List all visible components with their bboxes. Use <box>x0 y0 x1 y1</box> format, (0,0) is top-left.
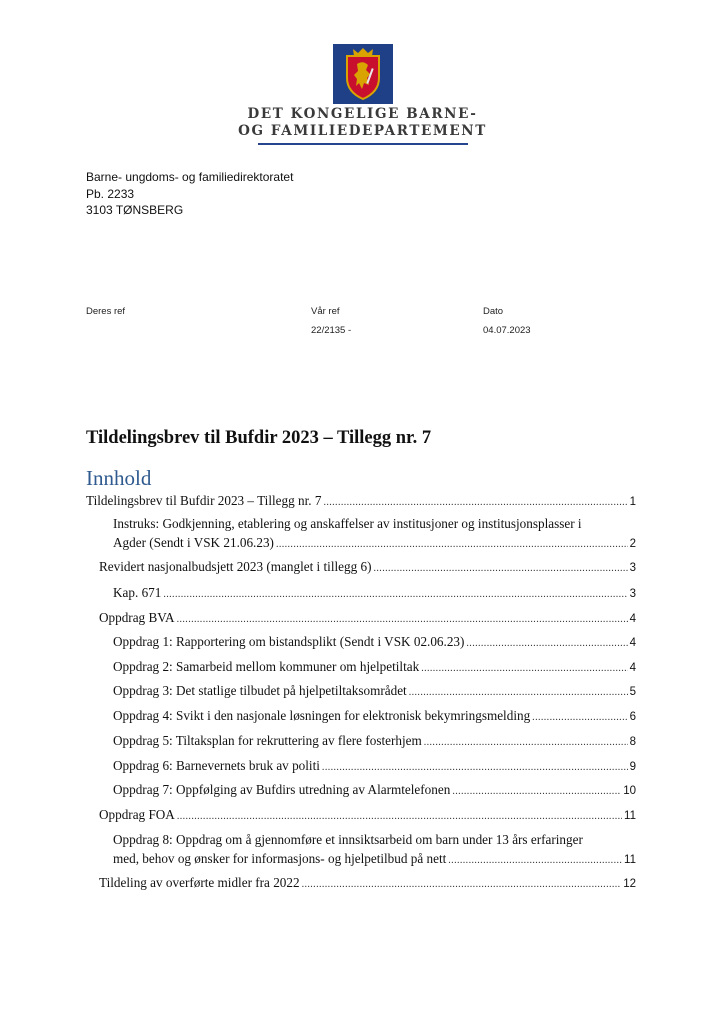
toc-entry[interactable] <box>113 681 636 703</box>
toc-entry-label: Oppdrag 7: Oppfølging av Bufdirs utredning av Alarmtelefonen <box>113 782 451 797</box>
toc-entry[interactable] <box>86 491 636 513</box>
toc-entry[interactable] <box>99 608 636 630</box>
toc-page-number: 4 <box>629 662 636 674</box>
toc-leader <box>421 657 627 679</box>
ministry-name-line-1: DET KONGELIGE BARNE- <box>247 106 478 122</box>
toc-page-number: 10 <box>623 785 636 797</box>
deres-ref-label: Deres ref <box>86 306 126 317</box>
toc-leader <box>452 780 621 802</box>
toc-entry-label: Revidert nasjonalbudsjett 2023 (manglet i tillegg 6) <box>99 559 372 574</box>
toc-entry-label-line1[interactable]: Instruks: Godkjenning, etablering og anskaffelser av institusjoner og institusjonsplasser i <box>113 516 582 531</box>
toc-entry[interactable] <box>113 657 636 679</box>
toc-entry-label: Oppdrag 3: Det statlige tilbudet på hjelpetiltaksområdet <box>113 683 407 698</box>
toc-entry-label: Oppdrag 1: Rapportering om bistandsplikt (Sendt i VSK 02.06.23) <box>113 634 465 649</box>
toc-page-number: 1 <box>629 496 636 508</box>
ministry-logo <box>0 44 725 145</box>
toc-leader <box>466 632 627 654</box>
toc-entry[interactable] <box>99 557 636 579</box>
var-ref-label: Vår ref <box>311 306 340 317</box>
toc-entry-label-line2: med, behov og ønsker for informasjons- og hjelpetilbud på nett <box>113 851 447 866</box>
deres-ref <box>86 306 125 317</box>
toc-page-number: 5 <box>629 686 636 698</box>
toc-entry[interactable] <box>113 583 636 605</box>
toc-entry-label: Oppdrag 2: Samarbeid mellom kommuner om hjelpetiltak <box>113 659 420 674</box>
toc-leader <box>302 873 622 895</box>
date-ref <box>483 306 531 336</box>
var-ref <box>311 306 351 336</box>
toc-entry[interactable] <box>99 873 636 895</box>
ministry-name-line-2: OG FAMILIEDEPARTEMENT <box>238 123 487 139</box>
toc-leader <box>374 557 628 579</box>
toc-page-number: 3 <box>629 562 636 574</box>
toc-leader <box>322 756 628 778</box>
toc-entry[interactable] <box>113 706 636 728</box>
toc-page-number: 4 <box>629 613 636 625</box>
toc-entry[interactable] <box>113 780 636 802</box>
toc-leader <box>424 731 628 753</box>
coat-of-arms-icon <box>333 44 393 104</box>
toc-entry[interactable] <box>113 756 636 778</box>
toc-page-number: 11 <box>624 810 636 822</box>
toc-leader <box>409 681 628 703</box>
recipient-po-box: Pb. 2233 <box>86 186 135 201</box>
toc-page-number: 6 <box>629 711 636 723</box>
document-title: Tildelingsbrev til Bufdir 2023 – Tillegg nr. 7 <box>86 428 432 448</box>
toc-leader <box>276 533 628 555</box>
toc-entry-label: Oppdrag FOA <box>99 807 175 822</box>
toc-entry[interactable] <box>113 533 636 555</box>
toc-entry[interactable] <box>99 805 636 827</box>
toc-entry[interactable] <box>113 731 636 753</box>
date-value: 04.07.2023 <box>483 325 531 336</box>
toc-entry-label: Kap. 671 <box>113 585 162 600</box>
toc-leader <box>163 583 627 605</box>
toc-page-number: 3 <box>629 588 636 600</box>
toc-leader <box>448 849 622 871</box>
toc-page-number: 12 <box>623 878 636 890</box>
toc-entry-label: Oppdrag 6: Barnevernets bruk av politi <box>113 758 320 773</box>
toc-entry-label: Tildeling av overførte midler fra 2022 <box>99 875 300 890</box>
logo-divider <box>258 143 468 145</box>
toc-page-number: 8 <box>629 736 636 748</box>
toc-entry[interactable] <box>113 849 636 871</box>
toc-entry-label: Oppdrag BVA <box>99 610 175 625</box>
toc-entry-label: Tildelingsbrev til Bufdir 2023 – Tillegg nr. 7 <box>86 493 322 508</box>
toc-leader <box>177 608 628 630</box>
recipient-name: Barne- ungdoms- og familiedirektoratet <box>86 170 294 184</box>
toc-leader <box>323 491 627 513</box>
var-ref-value: 22/2135 - <box>311 325 352 336</box>
toc-leader <box>177 805 622 827</box>
date-label: Dato <box>483 306 504 317</box>
toc-entry-label-line2: Agder (Sendt i VSK 21.06.23) <box>113 535 274 550</box>
toc-page-number: 4 <box>629 637 636 649</box>
toc-leader <box>532 706 627 728</box>
toc-entry[interactable] <box>113 632 636 654</box>
toc-entry-label: Oppdrag 4: Svikt i den nasjonale løsningen for elektronisk bekymringsmelding <box>113 708 531 723</box>
toc-heading: Innhold <box>86 466 152 490</box>
recipient-address <box>86 169 293 219</box>
toc-page-number: 11 <box>624 854 636 866</box>
toc-entry-label-line1[interactable]: Oppdrag 8: Oppdrag om å gjennomføre et innsiktsarbeid om barn under 13 års erfaringer <box>113 832 583 847</box>
recipient-postal: 3103 TØNSBERG <box>86 203 184 217</box>
toc-page-number: 9 <box>629 761 636 773</box>
toc-entry-label: Oppdrag 5: Tiltaksplan for rekruttering av flere fosterhjem <box>113 733 422 748</box>
toc-page-number: 2 <box>629 538 636 550</box>
